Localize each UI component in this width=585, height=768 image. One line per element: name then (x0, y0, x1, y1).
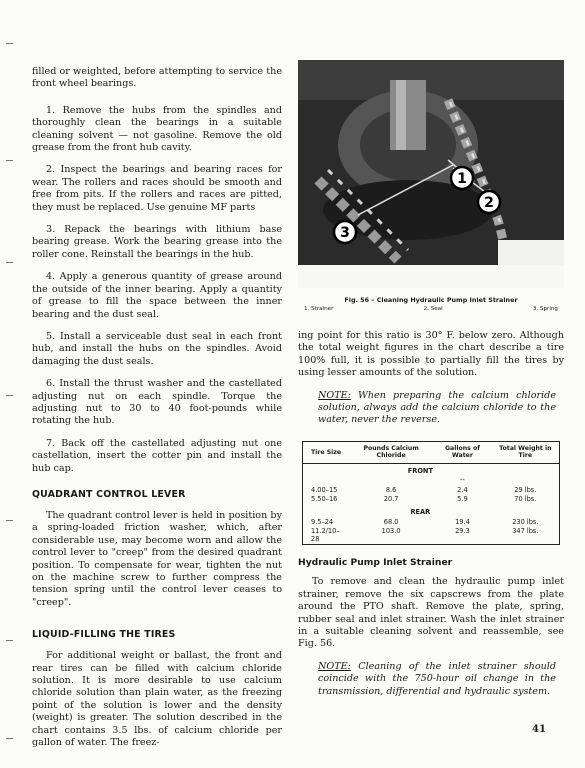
cell: 347 lbs. (512, 527, 539, 536)
front-label: FRONT (407, 466, 433, 475)
page-number: 41 (532, 724, 546, 735)
cell: 5.50–16 (311, 495, 338, 504)
step-6: 6. Install the thrust washer and the castellated adjusting nut on each spindle. Torque the adjusting nut to 30 to 40 foot-pounds while rotating the hub. (32, 378, 282, 427)
figure-56-photo (298, 60, 564, 288)
step-7: 7. Back off the castellated adjusting nut one castellation, insert the cotter pin and install the hub cap. (32, 437, 282, 474)
cell: 2.4 (457, 485, 468, 494)
cell: 103.0 (381, 527, 401, 536)
margin-mark (6, 395, 13, 396)
cell: 29.3 (455, 527, 470, 536)
calcium-note (318, 390, 556, 427)
figure-legend (304, 306, 558, 312)
strainer-heading: Hydraulic Pump Inlet Strainer (298, 557, 453, 569)
rear-label: REAR (410, 508, 431, 517)
cell: 8.6 (385, 485, 397, 494)
group-row-front (303, 463, 560, 476)
tire-fill-table (302, 441, 560, 546)
col-water: Gallons of Water (433, 441, 491, 463)
step-3: 3. Repack the bearings with lithium base bearing grease. Work the bearing grease into the roller cone. Reinstall the bearings in the hub. (32, 224, 282, 260)
liquid-filling-heading: LIQUID-FILLING THE TIRES (32, 629, 176, 641)
margin-mark (6, 262, 13, 263)
figure-caption: Fig. 56 – Cleaning Hydraulic Pump Inlet Strainer (344, 296, 518, 304)
right-column (298, 60, 564, 712)
note-label: NOTE: (318, 389, 351, 401)
margin-mark (6, 160, 13, 161)
cell: 9.5–24 (311, 517, 334, 526)
callout-2-label: 2 (484, 195, 494, 211)
legend-item-2: 2. Seal (423, 306, 443, 312)
group-row-rear (303, 505, 560, 518)
strainer-paragraph: To remove and clean the hydraulic pump inlet strainer, remove the six capscrews from the plate around the PTO shaft. Remove the plate, spring, rubber seal and inlet strainer. Wash the inlet strainer in a suitable cleaning solvent and reassemble, see Fig. 56. (298, 576, 564, 650)
step-1: 1. Remove the hubs from the spindles and thoroughly clean the bearings in a suitable cleaning solvent — not gasoline. Remove the old grease from the front hub cavity. (32, 104, 282, 154)
cell: 11.2/10–28 (311, 527, 340, 543)
step-5: 5. Install a serviceable dust seal in each front hub, and install the hubs on the spindles. Avoid damaging the dust seals. (32, 330, 282, 367)
left-column (32, 66, 282, 759)
table-row (303, 495, 560, 505)
step-4: 4. Apply a generous quantity of grease around the outside of the inner bearing. Apply a quantity of grease to fill the space between the inner bearing and the dust seal. (32, 271, 282, 320)
table-row (303, 527, 560, 545)
margin-mark (6, 520, 13, 521)
callout-3-label: 3 (340, 225, 350, 241)
cell: 5.9 (457, 495, 468, 504)
cell: 19.4 (455, 517, 470, 526)
strainer-note (318, 661, 556, 698)
cell: 20.7 (383, 495, 399, 504)
quadrant-heading: QUADRANT CONTROL LEVER (32, 488, 186, 500)
cell: 70 lbs. (514, 495, 537, 504)
note-label: NOTE: (318, 660, 351, 672)
legend-item-1: 1. Strainer (304, 306, 334, 312)
step-2: 2. Inspect the bearings and bearing races for wear. The rollers and races should be smooth and free from pits. If the rollers and races are pitted, they must be replaced. Use genuine MF parts (32, 164, 282, 213)
liquid-filling-paragraph: For additional weight or ballast, the front and rear tires can be filled with calcium chloride solution. It is more desirable to use calcium chloride solution than plain water, as the freezing point of the solution is lower and the density (weight) is greater. The solution described in the chart contains 3.5 lbs. of calcium chloride per gallon of water. The freez- (32, 650, 282, 749)
note-text: Cleaning of the inlet strainer should coincide with the 750-hour oil change in the transmission, differential and hydraulic system. (318, 660, 556, 697)
intro-paragraph: filled or weighted, before attempting to service the front wheel bearings. (32, 66, 282, 90)
table-row (303, 518, 560, 528)
cell: 230 lbs. (512, 517, 539, 526)
margin-mark (6, 43, 13, 44)
dash-row (303, 476, 560, 486)
margin-mark (6, 738, 13, 739)
callout-1-label: 1 (457, 171, 467, 187)
col-total-weight: Total Weight in Tire (492, 441, 560, 463)
legend-item-3: 3. Spring (532, 306, 558, 312)
quadrant-paragraph: The quadrant control lever is held in position by a spring-loaded friction washer, which, after considerable use, may become worn and allow the control lever to "creep" from the desired quadrant position. To compensate for wear, tighten the nut on the machine screw to further compress the tension spring until the control lever ceases to "creep". (32, 509, 282, 608)
col-tire-size: Tire Size (303, 441, 350, 463)
table-row (303, 486, 560, 496)
col-calcium: Pounds Calcium Chloride (349, 441, 433, 463)
continued-paragraph: ing point for this ratio is 30° F. below zero. Although the total weight figures in the chart describe a tire 100% full, it is possible to partially fill the tires by using lesser amounts of the solution. (298, 330, 564, 379)
cell: 68.0 (383, 517, 399, 526)
margin-mark (6, 640, 13, 641)
cell: 29 lbs. (514, 485, 537, 494)
cell: 4.00–15 (311, 485, 338, 494)
front-dash: -- (460, 476, 465, 485)
figure-56-illustration (298, 60, 564, 288)
note-text: When preparing the calcium chloride solution, always add the calcium chloride to the water, never the reverse. (318, 389, 556, 426)
